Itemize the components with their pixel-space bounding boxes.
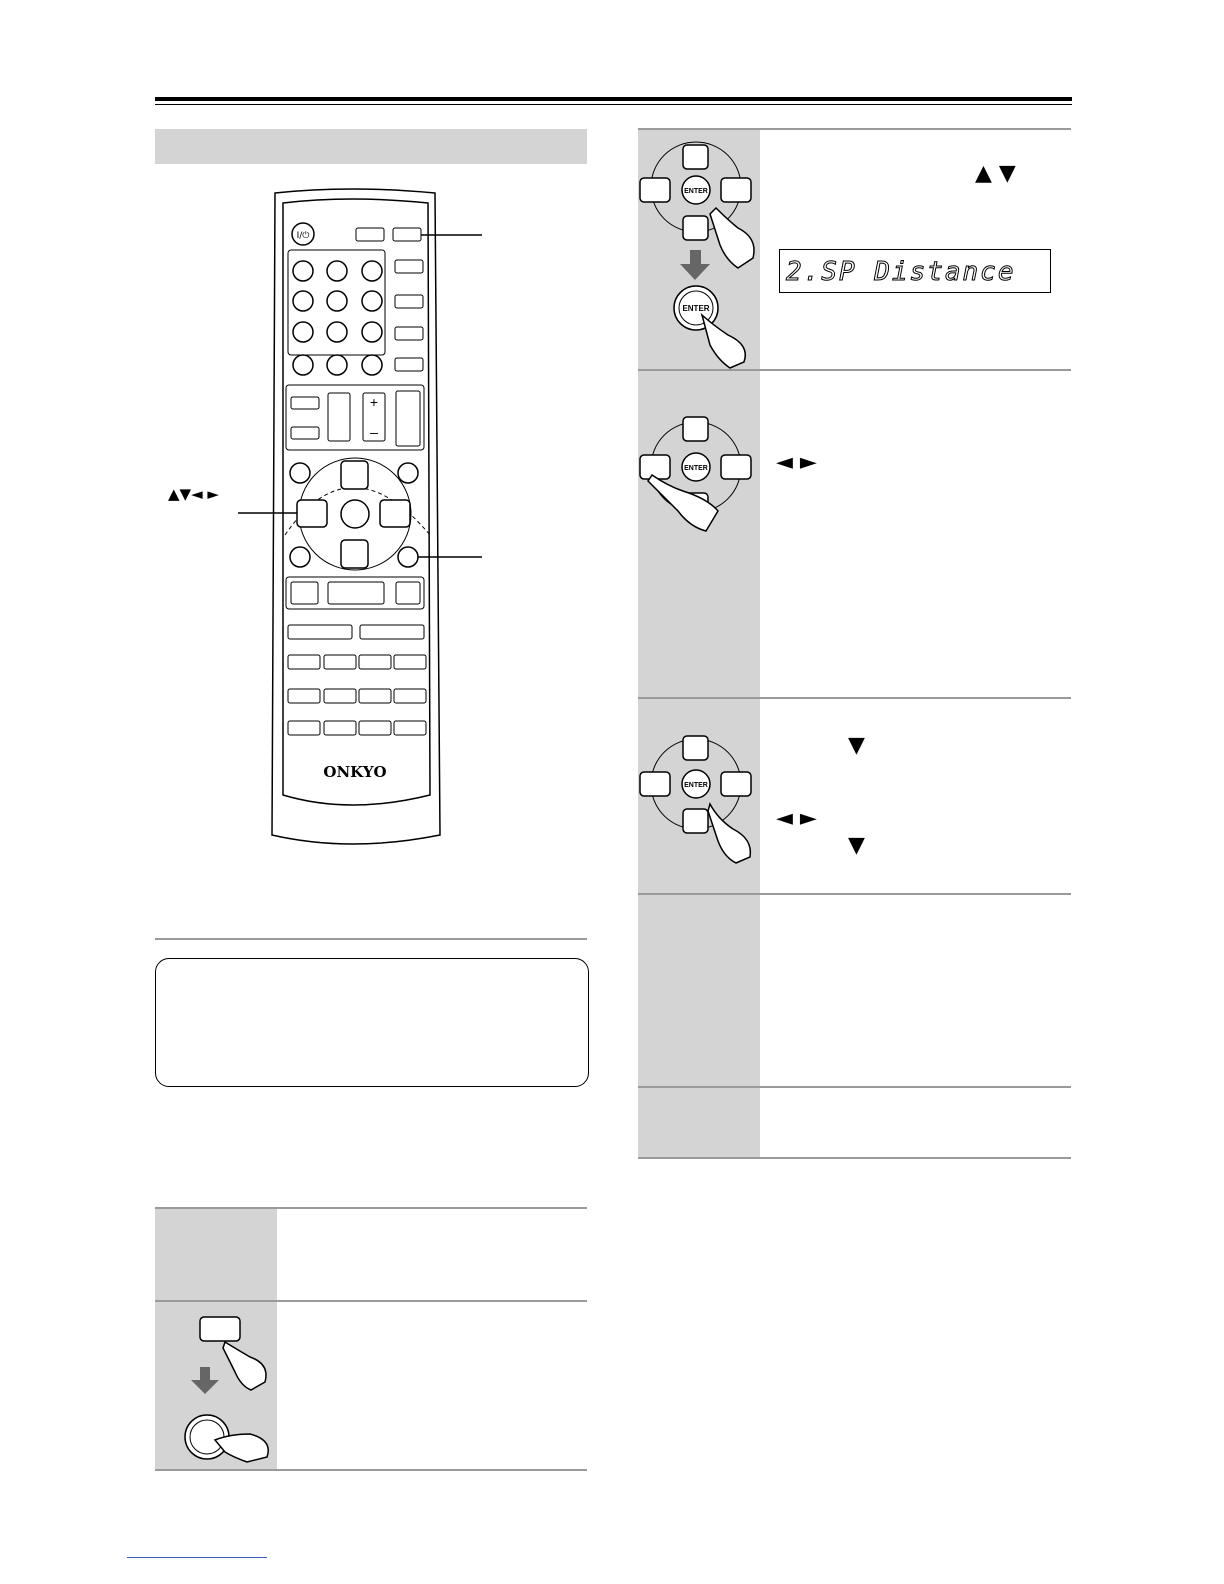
- enter-label: ENTER: [684, 465, 708, 472]
- down-arrow-1: ▼: [848, 733, 865, 758]
- remote-brand: ONKYO: [323, 763, 387, 781]
- step-b-cell: [638, 371, 760, 697]
- divider-rule: [155, 938, 587, 940]
- enter-label: ENTER: [682, 304, 710, 313]
- svg-text:+: +: [369, 394, 379, 410]
- header-rule-thin: [155, 104, 1072, 105]
- svg-text:–: –: [370, 424, 378, 440]
- header-rule: [155, 97, 1072, 101]
- svg-text:I/⏻: I/⏻: [296, 231, 310, 241]
- step-2-cell: [155, 1302, 277, 1469]
- nav-buttons-label: ▲▼◄ ►: [168, 485, 219, 503]
- step-a-cell: [638, 130, 760, 369]
- step-1-cell: [155, 1209, 277, 1300]
- note-box: [155, 958, 589, 1087]
- up-down-arrows: ▲ ▼: [975, 161, 1016, 186]
- lcd-display-text: 2.SP Distance: [786, 257, 1016, 287]
- step-rule: [155, 1469, 587, 1471]
- step-c-cell: [638, 699, 760, 893]
- enter-label: ENTER: [684, 188, 708, 195]
- section-heading-band: [155, 129, 587, 164]
- step-d-cell: [638, 895, 760, 1086]
- lcd-display: [779, 249, 1051, 293]
- left-right-arrows-c: ◄ ►: [776, 806, 817, 831]
- down-arrow-2: ▼: [848, 833, 865, 858]
- left-right-arrows: ◄ ►: [776, 450, 817, 475]
- footer-link-underline[interactable]: [127, 1557, 267, 1558]
- step-rule: [638, 1157, 1071, 1159]
- remote-control-icon: [150, 185, 500, 860]
- enter-label: ENTER: [684, 782, 708, 789]
- step-e-cell: [638, 1088, 760, 1157]
